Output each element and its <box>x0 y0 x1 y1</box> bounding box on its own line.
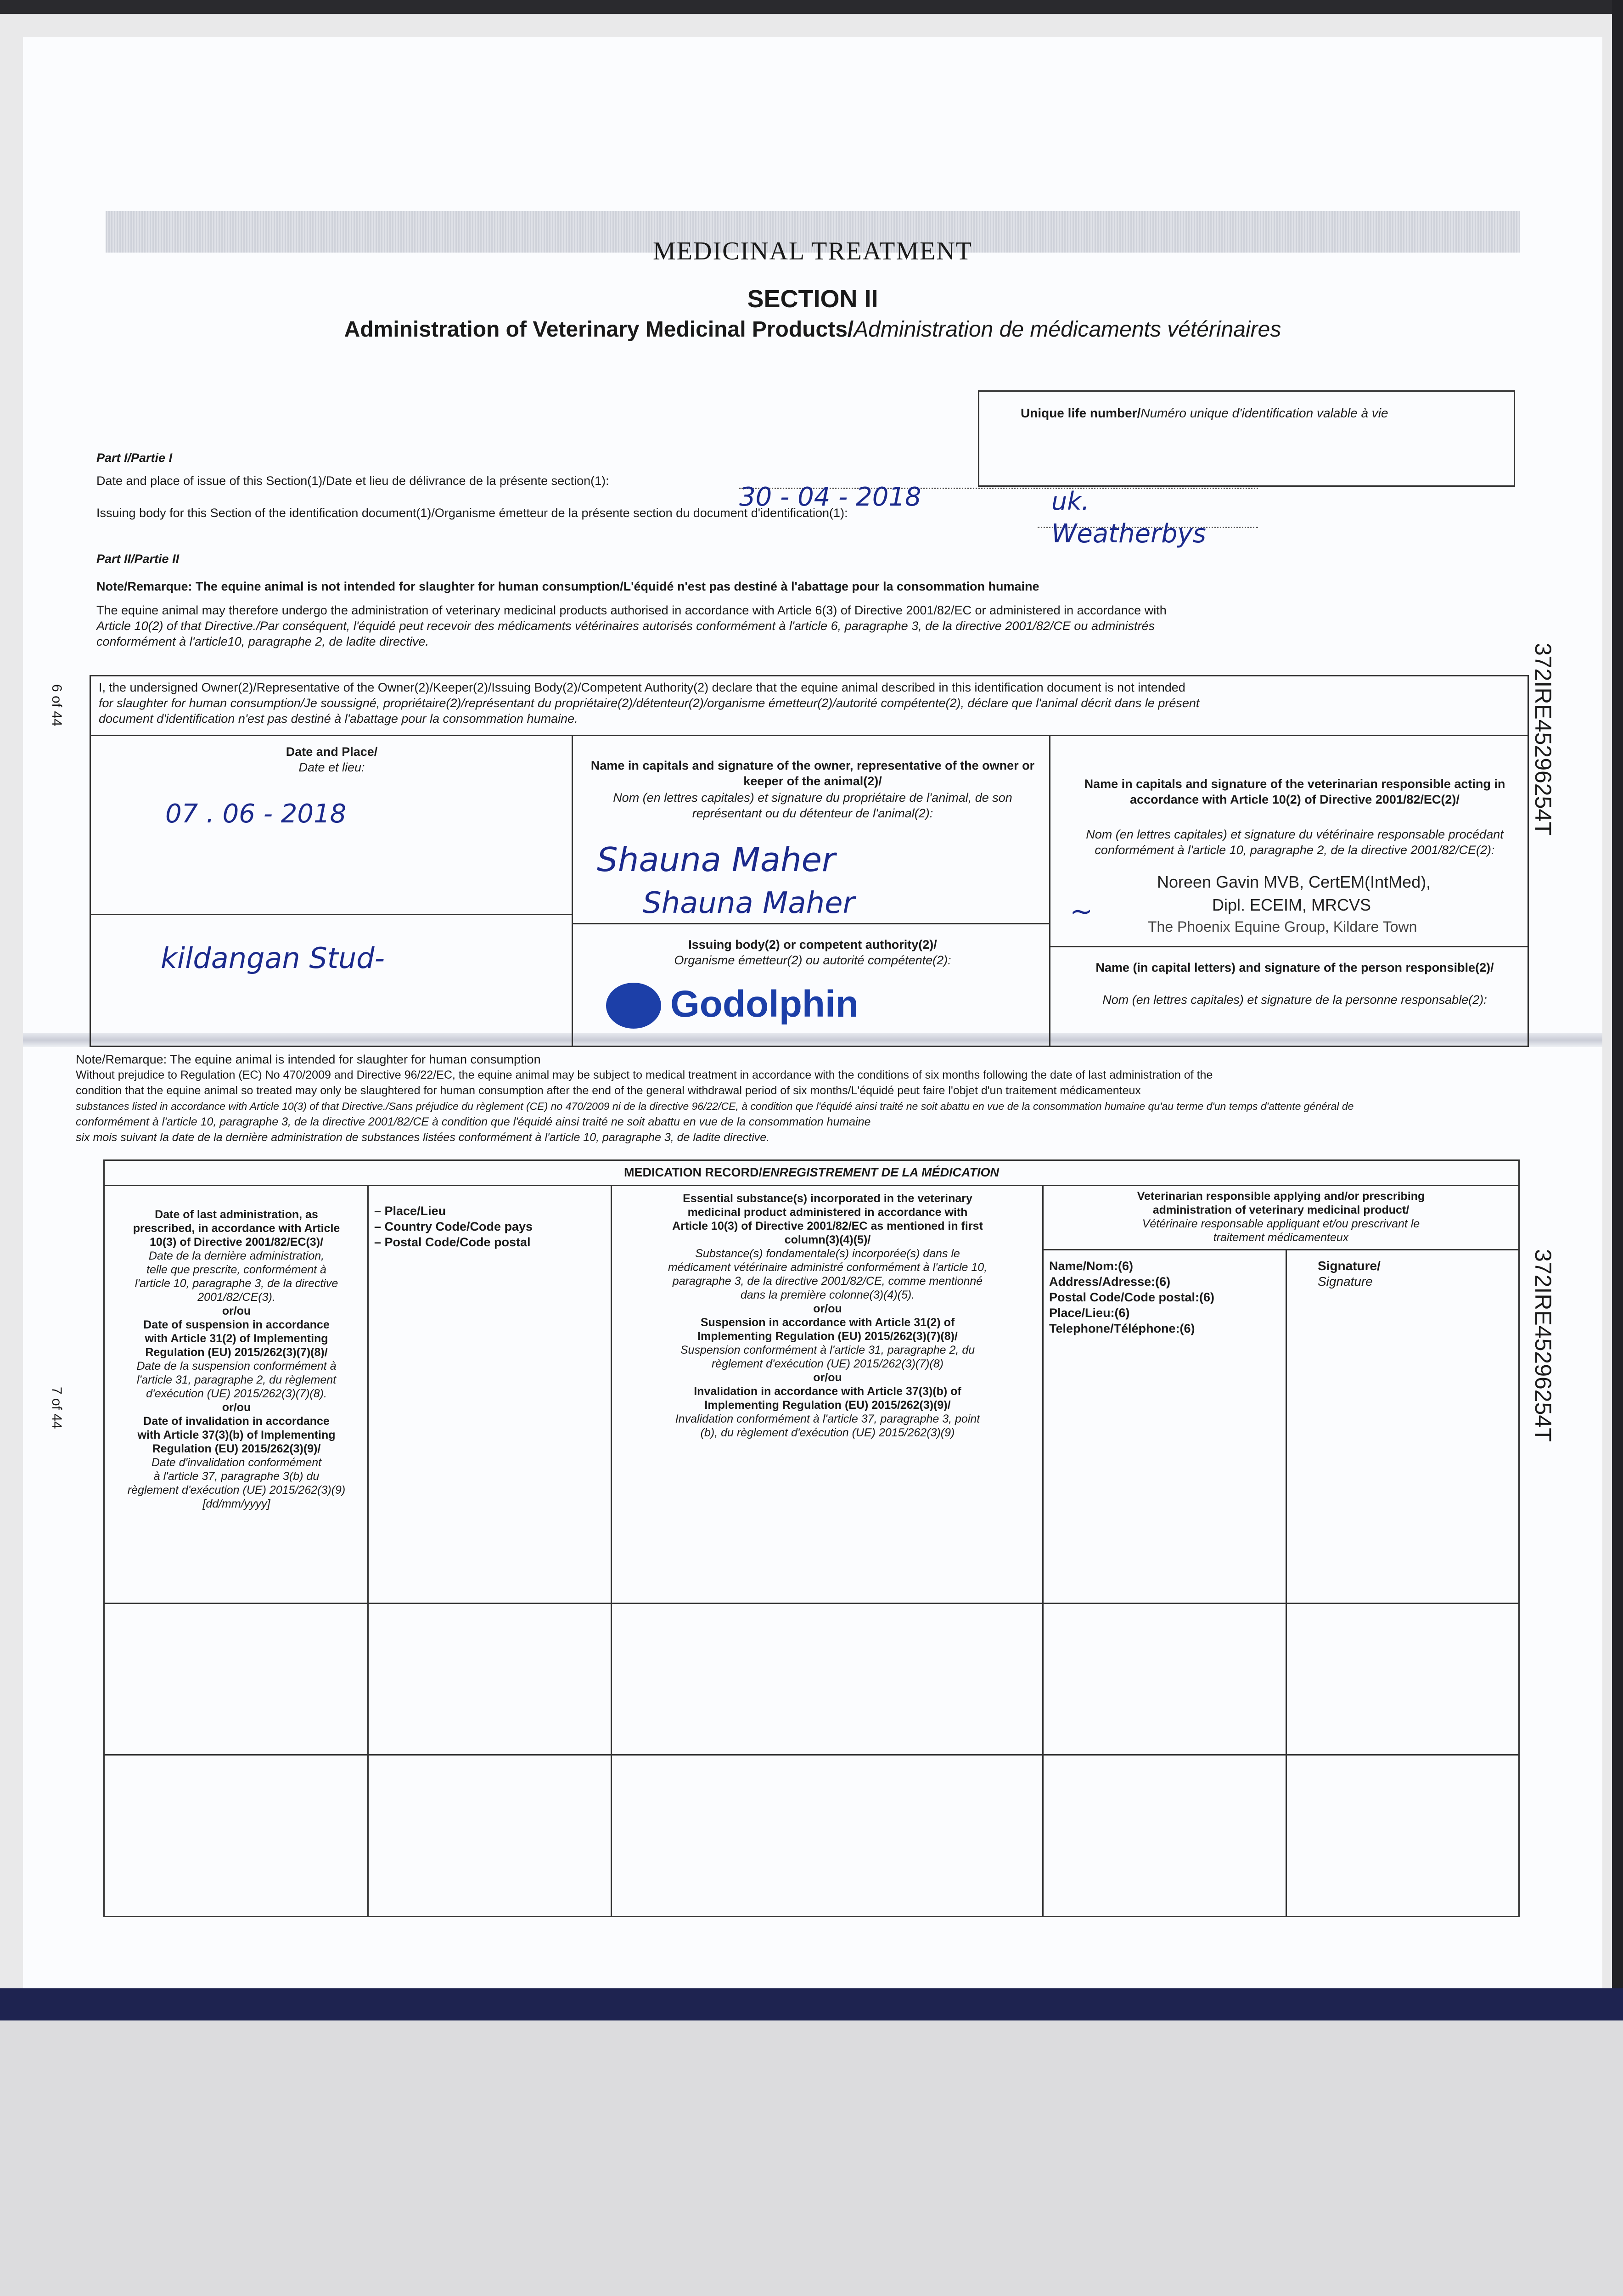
declaration-row-divider-1 <box>90 914 572 915</box>
part1-issuing-value-2: Weatherbys <box>1051 519 1206 549</box>
declaration-line-3: document d'identification n'est pas destiné à l'abattage pour la consommation humaine. <box>99 712 578 726</box>
scanner-background <box>0 2020 1623 2296</box>
part1-issuing-value-1: uk. <box>1051 487 1089 516</box>
col2-label-en: Name in capitals and signature of the owner, representative of the owner or keeper of the animal(2)/ <box>590 759 1035 788</box>
part2-para-2: Article 10(2) of that Directive./Par conséquent, l'équidé peut recevoir des médicaments vétérinaires autorisés conformément à l'article 6, paragraphe 3, de la directive 2001/82/CE ou administrés <box>96 619 1155 633</box>
part2-para-3: conformément à l'article10, paragraphe 2, de ladite directive. <box>96 635 429 648</box>
lower-note-line-6: six mois suivant la date de la dernière administration de substances listées conformément à l'article 10, paragraphe 3, de ladite directive. <box>76 1131 770 1144</box>
declaration-row-divider-2 <box>572 923 1049 924</box>
vet-stamp-line-3: The Phoenix Equine Group, Kildare Town <box>1148 918 1417 935</box>
owner-name-value: Shauna Maher <box>597 840 836 879</box>
med-vet-subheader-divider <box>1042 1249 1520 1250</box>
unique-life-number-box <box>978 390 1515 487</box>
passport-cover-edge <box>0 1988 1623 2020</box>
med-col-divider-1 <box>367 1185 369 1917</box>
part1-heading: Part I/Partie I <box>96 451 173 465</box>
med-col4-header: Veterinarian responsible applying and/or prescribing administration of veterinary medicinal product/ Vétérinaire responsable appliquant et/ou prescrivant le traitement médicamenteux <box>1137 1190 1425 1244</box>
section-subtitle: Administration of Veterinary Medicinal Products/Administration de médicaments vétérinaires <box>344 317 1281 342</box>
vet-stamp-line-2: Dipl. ECEIM, MRCVS <box>1212 895 1371 914</box>
lower-note-line-3: condition that the equine animal so treated may only be slaughtered for human consumption after the end of the general withdrawal period of six months/L'équidé peut faire l'objet d'un traitement médicamenteux <box>76 1084 1141 1097</box>
med-signature-header: Signature/ Signature <box>1318 1259 1381 1289</box>
med-row-divider-2 <box>103 1754 1520 1756</box>
col2-label-fr: Nom (en lettres capitales) et signature du propriétaire de l'animal, de son représentant ou du détenteur de l'animal(2): <box>613 791 1012 820</box>
vet-stamp-line-1: Noreen Gavin MVB, CertEM(IntMed), <box>1157 872 1431 891</box>
side-code-lower: 372IRE45296254T <box>1530 1249 1556 1442</box>
col2-issuing-label-fr: Organisme émetteur(2) ou autorité compétente(2): <box>674 953 951 967</box>
declaration-divider <box>90 735 1529 736</box>
med-col3-header: Essential substance(s) incorporated in the veterinary medicinal product administered in accordance with Article 10(3) of Directive 2001/82/EC as mentioned in first column(3)(4)(5)/ Substance(s) fondamentale(s) incorporée(s) dans le médicament vétérinaire administré conformément à l'article 10, paragraphe 3, de la directive 2001/82/CE, comme mentionné dans la première colonne(3)(4)(5). or/ou Suspension in accordance with Article 31(2) of Implementing Regulation (EU) 2015/262(3)(7)(8)/ Suspension conformément à l'article 31, paragraphe 2, du règlement d'exécution (UE) 2015/262(3)(7)(8) or/ou Invalidation in accordance with Article 37(3)(b) of Implementing Regulation (EU) 2015/262(3)(9)/ Invalidation conformément à l'article 37, paragraphe 3, point (b), du règlement d'exécution (UE) 2015/262(3)(9) <box>668 1192 988 1439</box>
med-col-divider-2 <box>611 1185 612 1917</box>
lower-note-line-1: Note/Remarque: The equine animal is intended for slaughter for human consumption <box>76 1052 541 1066</box>
med-col1-header: Date of last administration, as prescribed, in accordance with Article 10(3) of Directive 2001/82/EC(3)/ Date de la dernière administration, telle que prescrite, conformément à l'article 10, paragraphe 3, de la directive 2001/82/CE(3). or/ou Date of suspension in accordance with Article 31(2) of Implementing Regulation (EU) 2015/262(3)(7)(8)/ Date de la suspension conformément à l'article 31, paragraphe 2, du règlement d'exécution (UE) 2015/262(3)(7)(8). or/ou Date of invalidation in accordance with Article 37(3)(b) of Implementing Regulation (EU) 2015/262(3)(9)/ Date d'invalidation conformément à l'article 37, paragraphe 3(b) du règlement d'exécution (UE) 2015/262(3)(9) [dd/mm/yyyy] <box>127 1208 346 1510</box>
declaration-line-2: for slaughter for human consumption/Je soussigné, propriétaire(2)/représentant du propriétaire(2)/détenteur(2)/organisme émetteur(2)/autorité compétente(2), déclare que l'animal décrit dans le présent <box>99 696 1200 710</box>
scan-border-top <box>0 0 1623 14</box>
section-heading: SECTION II <box>747 285 878 313</box>
declaration-line-1: I, the undersigned Owner(2)/Representative of the Owner(2)/Keeper(2)/Issuing Body(2)/Competent Authority(2) declare that the equine animal described in this identification document is not intended <box>99 681 1185 694</box>
part1-issuing-label: Issuing body for this Section of the identification document(1)/Organisme émetteur de la présente section du document d'identification(1): <box>96 506 848 520</box>
unique-life-number-label: Unique life number/Numéro unique d'identification valable à vie <box>1021 406 1388 420</box>
scan-border-right <box>1612 0 1623 2002</box>
godolphin-stamp: Godolphin <box>670 983 859 1025</box>
medication-record-title: MEDICATION RECORD/ENREGISTREMENT DE LA MÉDICATION <box>623 1165 999 1179</box>
part1-date-value: 30 - 04 - 2018 <box>739 482 921 512</box>
col1-place-value: kildangan Stud- <box>161 941 385 975</box>
col3-label-en: Name in capitals and signature of the veterinarian responsible acting in accordance with Article 10(2) of Directive 2001/82/EC(2)/ <box>1084 777 1505 806</box>
med-col-divider-3 <box>1042 1185 1044 1917</box>
col1-date-value: 07 . 06 - 2018 <box>165 799 347 829</box>
lower-note-line-5: conformément à l'article 10, paragraphe 3, de la directive 2001/82/CE à condition que l'équidé ainsi traité ne soit abattu en vue de la consommation humaine <box>76 1115 871 1128</box>
declaration-row-divider-3 <box>1049 946 1529 947</box>
page-number-lower: 7 of 44 <box>49 1387 64 1429</box>
lower-note-line-2: Without prejudice to Regulation (EC) No 470/2009 and Directive 96/22/EC, the equine animal may be subject to medical treatment in accordance with the conditions of six months following the date of last administration of the <box>76 1069 1213 1081</box>
col3-person-label-en: Name (in capital letters) and signature of the person responsible(2)/ <box>1095 961 1494 974</box>
med-col-divider-4 <box>1286 1249 1287 1917</box>
col2-issuing-label-en: Issuing body(2) or competent authority(2)/ <box>688 938 937 951</box>
page-title: MEDICINAL TREATMENT <box>653 237 972 265</box>
side-code-upper: 372IRE45296254T <box>1530 643 1556 836</box>
col1-label-en: Date and Place/ <box>286 745 378 759</box>
part2-heading: Part II/Partie II <box>96 552 180 566</box>
part2-note: Note/Remarque: The equine animal is not intended for slaughter for human consumption/L'équidé n'est pas destiné à l'abattage pour la consommation humaine <box>96 580 1039 593</box>
part1-date-label: Date and place of issue of this Section(1)/Date et lieu de délivrance de la présente section(1): <box>96 474 609 488</box>
col1-label-fr: Date et lieu: <box>298 760 365 774</box>
declaration-col-divider-1 <box>572 735 573 1047</box>
vet-signature-mark: ~ <box>1070 895 1093 928</box>
medication-header-divider <box>103 1185 1520 1186</box>
godolphin-logo-bird <box>606 983 661 1029</box>
declaration-col-divider-2 <box>1049 735 1050 1047</box>
part2-para-1: The equine animal may therefore undergo the administration of veterinary medicinal products authorised in accordance with Article 6(3) of Directive 2001/82/EC or administered in accordance with <box>96 603 1167 617</box>
col3-label-fr: Nom (en lettres capitales) et signature du vétérinaire responsable procédant conformément à l'article 10, paragraphe 2, de la directive 2001/82/CE(2): <box>1086 827 1504 857</box>
page-number-upper: 6 of 44 <box>49 684 64 726</box>
med-vet-fields: Name/Nom:(6) Address/Adresse:(6) Postal Code/Code postal:(6) Place/Lieu:(6) Telephone/Téléphone:(6) <box>1049 1259 1215 1335</box>
med-col2-header: – Place/Lieu – Country Code/Code pays – Postal Code/Code postal <box>374 1204 533 1249</box>
lower-note-line-4: substances listed in accordance with Article 10(3) of that Directive./Sans préjudice du règlement (CE) no 470/2009 ni de la directive 96/22/CE, à condition que l'équidé ainsi traité ne soit abattu en vue de la consommation humaine qu'au terme d'un temps d'attente général de <box>76 1100 1354 1112</box>
owner-signature: Shauna Maher <box>643 886 855 920</box>
col3-person-label-fr: Nom (en lettres capitales) et signature de la personne responsable(2): <box>1102 993 1487 1007</box>
med-row-divider-1 <box>103 1603 1520 1604</box>
